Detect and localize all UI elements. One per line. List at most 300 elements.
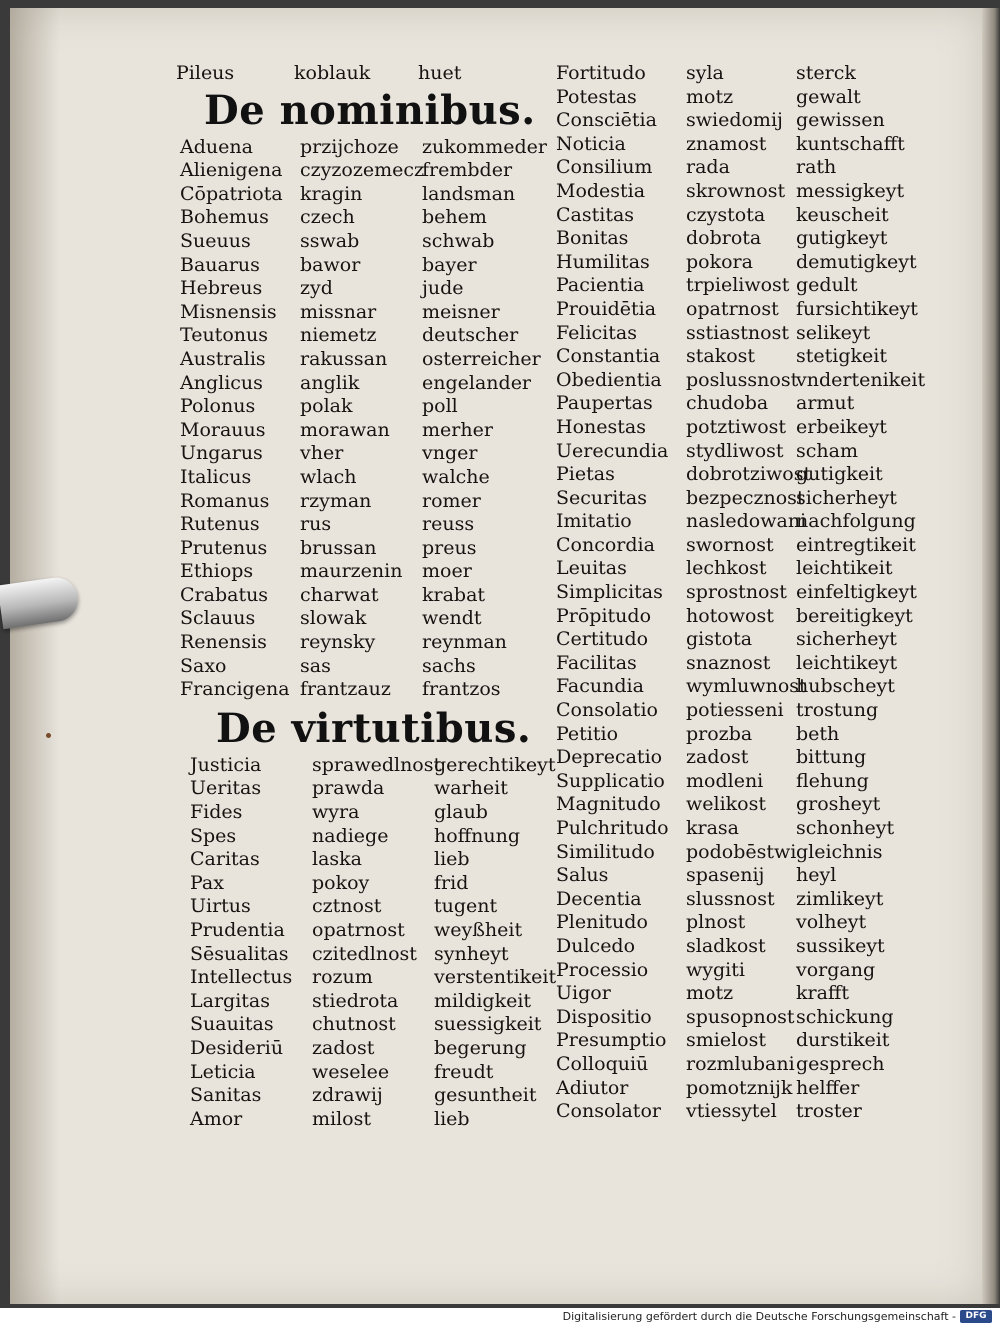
german-word: leichtikeit <box>796 557 893 580</box>
latin-word: Prouidētia <box>556 297 657 320</box>
glossary-row <box>556 487 956 511</box>
glossary-row <box>176 513 556 537</box>
latin-word: Consolatio <box>556 699 658 722</box>
latin-word: Potestas <box>556 85 637 108</box>
glossary-row <box>176 848 556 872</box>
latin-word: Suauitas <box>190 1013 274 1036</box>
german-word: flehung <box>796 769 869 792</box>
german-word: romer <box>422 489 481 512</box>
czech-word: kragin <box>300 182 363 205</box>
czech-word: skrownost <box>686 179 786 202</box>
czech-word: spusopnost <box>686 1005 795 1028</box>
german-word: preus <box>422 536 477 559</box>
german-word: schickung <box>796 1005 894 1028</box>
glossary-row <box>556 675 956 699</box>
glossary-row <box>176 943 556 967</box>
glossary-row <box>556 793 956 817</box>
glossary-row <box>176 655 556 679</box>
czech-word: missnar <box>300 300 377 323</box>
glossary-row <box>556 911 956 935</box>
glossary-row <box>556 510 956 534</box>
czech-word: milost <box>312 1107 371 1130</box>
latin-word: Alienigena <box>180 159 283 182</box>
glossary-row <box>556 369 956 393</box>
czech-word: zyd <box>300 277 333 300</box>
czech-word: dobrotziwost <box>686 463 812 486</box>
czech-word: podobēstwi <box>686 840 797 863</box>
latin-word: Teutonus <box>180 324 268 347</box>
latin-word: Prutenus <box>180 536 268 559</box>
czech-word: plnost <box>686 911 746 934</box>
glossary-row <box>556 204 956 228</box>
german-word: grosheyt <box>796 793 881 816</box>
czech-word: pomotznijk <box>686 1076 793 1099</box>
czech-word: maurzenin <box>300 560 403 583</box>
czech-word: laska <box>312 848 362 871</box>
glossary-row <box>556 392 956 416</box>
latin-word: Honestas <box>556 415 646 438</box>
czech-word: prozba <box>686 722 753 745</box>
german-word: hubscheyt <box>796 675 895 698</box>
german-word: heyl <box>796 864 837 887</box>
czech-word: polak <box>300 395 353 418</box>
german-word: jude <box>422 277 464 300</box>
latin-word: Ethiops <box>180 560 254 583</box>
glossary-row <box>556 817 956 841</box>
glossary-row <box>176 230 556 254</box>
czech-word: zadost <box>312 1036 375 1059</box>
latin-word: Fides <box>190 801 243 824</box>
czech-word: czitedlnost <box>312 942 417 965</box>
latin-word: Uirtus <box>190 895 251 918</box>
glossary-row <box>176 301 556 325</box>
glossary-row <box>176 872 556 896</box>
latin-word: Facundia <box>556 675 644 698</box>
german-word: eintregtikeit <box>796 533 916 556</box>
latin-word: Prōpitudo <box>556 604 652 627</box>
glossary-row <box>176 324 556 348</box>
latin-word: Felicitas <box>556 321 637 344</box>
czech-word: welikost <box>686 793 766 816</box>
section-nominibus-rows <box>176 136 556 702</box>
german-word: krabat <box>422 583 486 606</box>
latin-word: Renensis <box>180 631 267 654</box>
latin-word: Sueuus <box>180 229 251 252</box>
czech-word: weselee <box>312 1060 390 1083</box>
glossary-row <box>556 440 956 464</box>
czech-word: wygiti <box>686 958 745 981</box>
german-word: schonheyt <box>796 817 895 839</box>
czech-word: morawan <box>300 418 390 441</box>
glossary-row <box>556 935 956 959</box>
latin-word: Obedientia <box>556 368 662 391</box>
latin-word: Salus <box>556 864 609 887</box>
german-word: verstentikeit <box>434 966 557 989</box>
latin-word: Consilium <box>556 156 653 179</box>
latin-word: Dispositio <box>556 1005 652 1028</box>
german-word: merher <box>422 418 493 441</box>
glossary-row <box>176 1013 556 1037</box>
czech-word: bawor <box>300 253 361 276</box>
latin-word: Supplicatio <box>556 769 665 792</box>
latin-word: Processio <box>556 958 649 981</box>
czech-word: sprawedlnost <box>312 753 442 776</box>
czech-word: rozmlubani <box>686 1052 795 1075</box>
german-word: vnger <box>422 442 478 465</box>
section-heading-nominibus: De nominibus. <box>204 86 536 134</box>
german-word: rath <box>796 156 837 179</box>
latin-word: Crabatus <box>180 583 269 606</box>
czech-word: nasledowani <box>686 510 807 533</box>
glossary-row <box>556 628 956 652</box>
glossary-row <box>556 251 956 275</box>
german-word: poll <box>422 395 458 418</box>
czech-word: swiedomij <box>686 109 783 132</box>
latin-word: Morauus <box>180 418 266 441</box>
glossary-row <box>176 490 556 514</box>
right-column-rows <box>556 62 956 1124</box>
latin-word: Certitudo <box>556 628 649 651</box>
latin-word: Deprecatio <box>556 746 663 769</box>
czech-word: rada <box>686 156 730 179</box>
glossary-row <box>556 86 956 110</box>
german-word: gutigkeyt <box>796 227 888 250</box>
german-word: gutigkeit <box>796 463 883 486</box>
latin-word: Ueritas <box>190 777 262 800</box>
czech-word: wymluwnost <box>686 675 807 698</box>
latin-word: Paupertas <box>556 392 653 415</box>
dfg-logo: DFG <box>960 1310 992 1323</box>
section-heading-virtutibus: De virtutibus. <box>216 704 532 752</box>
german-word: armut <box>796 392 855 415</box>
glossary-row <box>176 801 556 825</box>
czech-word: cztnost <box>312 895 382 918</box>
german-word: synheyt <box>434 942 509 965</box>
czech-word: stiedrota <box>312 989 399 1012</box>
german-word: helffer <box>796 1076 860 1099</box>
german-word: vorgang <box>796 958 876 981</box>
czech-word: motz <box>686 85 734 108</box>
glossary-row <box>556 770 956 794</box>
glossary-row <box>556 652 956 676</box>
czech-word: koblauk <box>294 62 371 84</box>
latin-word: Intellectus <box>190 966 293 989</box>
german-word: warheit <box>434 777 508 800</box>
german-word: weyßheit <box>434 919 523 941</box>
czech-word: dobrota <box>686 227 762 250</box>
german-word: selikeyt <box>796 321 871 344</box>
czech-word: rakussan <box>300 347 388 370</box>
czech-word: przijchoze <box>300 135 399 158</box>
czech-word: czyzozemecz <box>300 159 425 182</box>
glossary-row <box>556 1100 956 1124</box>
latin-word: Leuitas <box>556 557 627 580</box>
german-word: sterck <box>796 62 856 84</box>
latin-word: Italicus <box>180 465 252 488</box>
german-word: erbeikeyt <box>796 415 887 438</box>
german-word: sussikeyt <box>796 934 885 957</box>
czech-word: sstiastnost <box>686 321 789 344</box>
german-word: landsman <box>422 182 516 205</box>
glossary-row <box>556 1029 956 1053</box>
czech-word: zadost <box>686 746 749 769</box>
german-word: engelander <box>422 371 532 394</box>
german-word: frembder <box>422 159 513 182</box>
german-word: suessigkeit <box>434 1013 542 1036</box>
latin-word: Castitas <box>556 203 635 226</box>
czech-word: brussan <box>300 536 377 559</box>
czech-word: gistota <box>686 628 753 651</box>
czech-word: bezpecznost <box>686 486 805 509</box>
czech-word: potiesseni <box>686 699 784 722</box>
glossary-row <box>556 959 956 983</box>
german-word: tugent <box>434 895 498 918</box>
czech-word: vtiessytel <box>686 1100 777 1123</box>
glossary-row <box>176 919 556 943</box>
czech-word: sladkost <box>686 934 766 957</box>
latin-word: Dulcedo <box>556 934 636 957</box>
czech-word: sprostnost <box>686 581 787 604</box>
glossary-row <box>176 537 556 561</box>
german-word: wendt <box>422 607 482 630</box>
german-word: demutigkeyt <box>796 250 917 273</box>
glossary-row <box>176 159 556 183</box>
footer <box>0 1308 1000 1326</box>
glossary-row <box>556 322 956 346</box>
german-word: sicherheyt <box>796 486 897 509</box>
latin-word: Adiutor <box>556 1076 629 1099</box>
german-word: stetigkeit <box>796 345 887 368</box>
glossary-row <box>176 136 556 160</box>
czech-word: reynsky <box>300 631 376 654</box>
glossary-row <box>556 841 956 865</box>
czech-word: motz <box>686 982 734 1005</box>
glossary-row <box>176 678 556 702</box>
latin-word: Sanitas <box>190 1084 262 1107</box>
page-mark <box>46 733 51 738</box>
glossary-row <box>176 419 556 443</box>
german-word: glaub <box>434 801 488 824</box>
german-word: deutscher <box>422 324 519 347</box>
glossary-row <box>176 372 556 396</box>
glossary-row <box>556 557 956 581</box>
glossary-row <box>176 1037 556 1061</box>
glossary-row <box>556 62 956 86</box>
latin-word: Constantia <box>556 345 661 368</box>
czech-word: modleni <box>686 769 764 792</box>
glossary-row <box>176 777 556 801</box>
german-word: kuntschafft <box>796 132 905 155</box>
czech-word: niemetz <box>300 324 377 347</box>
czech-word: wyra <box>312 801 360 824</box>
latin-word: Anglicus <box>180 371 263 394</box>
czech-word: chutnost <box>312 1013 396 1036</box>
german-word: gewalt <box>796 85 861 108</box>
german-word: scham <box>796 439 858 462</box>
czech-word: rzyman <box>300 489 372 512</box>
glossary-row <box>556 274 956 298</box>
latin-word: Modestia <box>556 179 646 202</box>
czech-word: syla <box>686 62 724 84</box>
czech-word: spasenij <box>686 864 765 887</box>
glossary-row <box>176 277 556 301</box>
latin-word: Humilitas <box>556 250 650 273</box>
glossary-row <box>176 348 556 372</box>
glossary-row <box>176 1108 556 1132</box>
latin-word: Largitas <box>190 989 270 1012</box>
glossary-row <box>176 754 556 778</box>
german-word: lieb <box>434 848 470 871</box>
latin-word: Desideriū <box>190 1036 284 1059</box>
german-word: meisner <box>422 300 500 323</box>
german-word: behem <box>422 206 487 229</box>
czech-word: znamost <box>686 132 767 155</box>
glossary-row <box>176 825 556 849</box>
german-word: frid <box>434 871 469 894</box>
czech-word: anglik <box>300 371 360 394</box>
latin-word: Presumptio <box>556 1029 667 1052</box>
czech-word: zdrawij <box>312 1084 383 1107</box>
latin-word: Sclauus <box>180 607 256 630</box>
german-word: gerechtikeyt <box>434 753 556 776</box>
german-word: osterreicher <box>422 347 541 370</box>
czech-word: pokoy <box>312 871 370 894</box>
latin-word: Plenitudo <box>556 911 648 934</box>
czech-word: sas <box>300 654 331 677</box>
glossary-row <box>556 605 956 629</box>
czech-word: chudoba <box>686 392 769 415</box>
czech-word: pokora <box>686 250 753 273</box>
latin-word: Concordia <box>556 533 655 556</box>
latin-word: Romanus <box>180 489 270 512</box>
latin-word: Facilitas <box>556 651 637 674</box>
czech-word: czech <box>300 206 355 229</box>
latin-word: Spes <box>190 824 237 847</box>
glossary-row <box>176 560 556 584</box>
glossary-row <box>176 1061 556 1085</box>
german-word: messigkeyt <box>796 179 905 202</box>
czech-word: opatrnost <box>686 297 779 320</box>
latin-word: Cōpatriota <box>180 182 283 205</box>
glossary-row <box>556 109 956 133</box>
latin-word: Leticia <box>190 1060 256 1083</box>
glossary-row <box>176 395 556 419</box>
german-word: gewissen <box>796 109 885 132</box>
glossary-row <box>556 888 956 912</box>
latin-word: Saxo <box>180 654 227 677</box>
czech-word: charwat <box>300 583 379 606</box>
footer-credit: Digitalisierung gefördert durch die Deutsche Forschungsgemeinschaft - <box>562 1310 956 1323</box>
latin-word: Pax <box>190 871 224 894</box>
glossary-row <box>176 966 556 990</box>
latin-word: Colloquiū <box>556 1052 649 1075</box>
latin-word: Magnitudo <box>556 793 661 816</box>
glossary-row <box>556 581 956 605</box>
czech-word: slussnost <box>686 887 775 910</box>
german-word: krafft <box>796 982 850 1005</box>
latin-word: Pileus <box>176 62 235 84</box>
german-word: freudt <box>434 1060 494 1083</box>
latin-word: Caritas <box>190 848 260 871</box>
section-virtutibus-rows <box>176 754 556 1132</box>
glossary-row <box>556 534 956 558</box>
latin-word: Francigena <box>180 678 290 701</box>
glossary-row <box>556 1077 956 1101</box>
latin-word: Securitas <box>556 486 648 509</box>
german-word: beth <box>796 722 840 745</box>
german-word: bereitigkeyt <box>796 604 913 627</box>
german-word: reuss <box>422 513 475 536</box>
latin-word: Consolator <box>556 1100 661 1123</box>
czech-word: poslussnost <box>686 368 799 391</box>
latin-word: Rutenus <box>180 513 260 536</box>
glossary-row <box>556 156 956 180</box>
czech-word: lechkost <box>686 557 767 580</box>
latin-word: Uerecundia <box>556 439 669 462</box>
glossary-row <box>176 466 556 490</box>
german-word: zimlikeyt <box>796 887 884 910</box>
glossary-row <box>556 298 956 322</box>
latin-word: Ungarus <box>180 442 263 465</box>
czech-word: snaznost <box>686 651 771 674</box>
czech-word: prawda <box>312 777 385 800</box>
german-word: nachfolgung <box>796 510 916 533</box>
czech-word: slowak <box>300 607 367 630</box>
german-word: keuscheit <box>796 203 889 226</box>
czech-word: swornost <box>686 533 774 556</box>
german-word: huet <box>418 62 462 84</box>
page-gutter-shadow <box>10 8 60 1304</box>
latin-word: Misnensis <box>180 300 277 323</box>
german-word: volheyt <box>796 911 867 934</box>
german-word: einfeltigkeyt <box>796 581 917 604</box>
czech-word: rus <box>300 513 332 536</box>
czech-word: nadiege <box>312 824 389 847</box>
glossary-row <box>556 982 956 1006</box>
czech-word: frantzauz <box>300 678 391 701</box>
glossary-row <box>556 746 956 770</box>
latin-word: Decentia <box>556 887 642 910</box>
latin-word: Bohemus <box>180 206 269 229</box>
latin-word: Consciētia <box>556 109 657 132</box>
latin-word: Noticia <box>556 132 626 155</box>
glossary-row <box>556 864 956 888</box>
glossary-row <box>556 180 956 204</box>
german-word: gedult <box>796 274 858 297</box>
german-word: hoffnung <box>434 824 521 847</box>
glossary-row <box>556 1006 956 1030</box>
german-word: vndertenikeit <box>796 368 926 391</box>
german-word: gesuntheit <box>434 1084 537 1107</box>
german-word: leichtikeyt <box>796 651 898 674</box>
latin-word: Petitio <box>556 722 619 745</box>
glossary-row <box>176 895 556 919</box>
german-word: troster <box>796 1100 862 1123</box>
czech-word: wlach <box>300 465 357 488</box>
czech-word: krasa <box>686 817 740 839</box>
czech-word: stydliwost <box>686 439 784 462</box>
czech-word: hotowost <box>686 604 774 627</box>
left-column <box>176 62 556 1131</box>
latin-word: Simplicitas <box>556 581 663 604</box>
czech-word: potztiwost <box>686 415 787 438</box>
latin-word: Australis <box>180 347 266 370</box>
right-column <box>556 62 956 1124</box>
glossary-row <box>176 442 556 466</box>
german-word: frantzos <box>422 678 501 701</box>
glossary-row <box>556 463 956 487</box>
czech-word: trpieliwost <box>686 274 790 297</box>
